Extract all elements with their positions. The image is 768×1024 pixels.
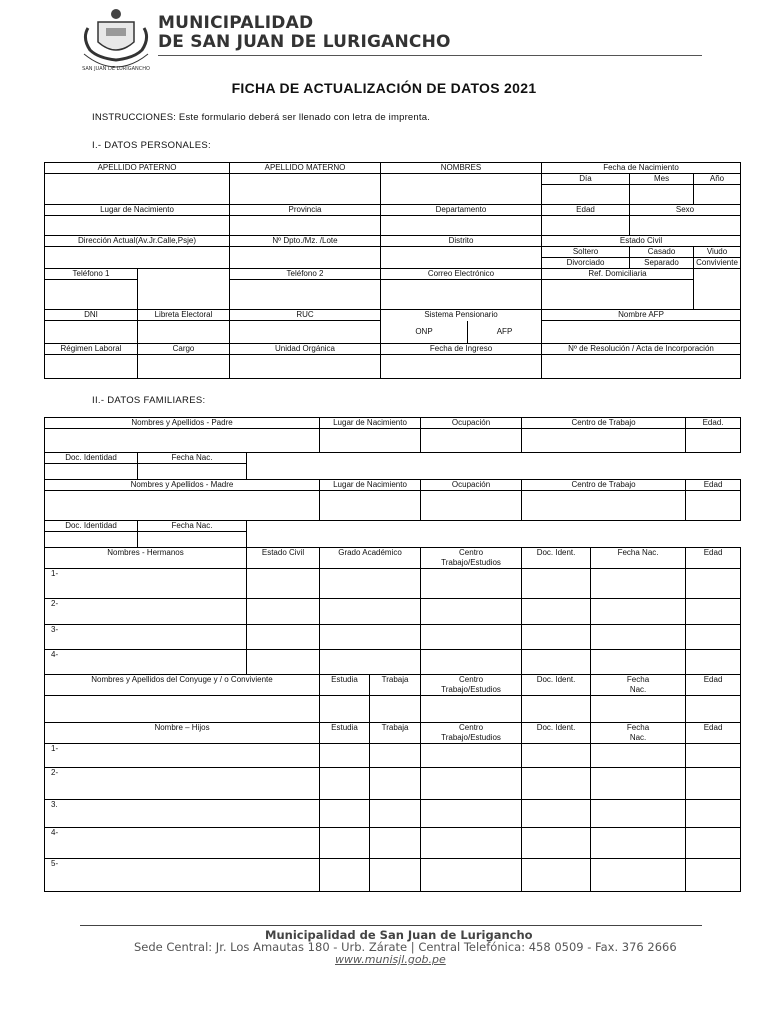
- madre-ocupacion-field[interactable]: [421, 491, 522, 521]
- dia-label: Día: [542, 174, 630, 185]
- lugar-nacimiento-label: Lugar de Nacimiento: [45, 205, 230, 216]
- footer-website-link[interactable]: www.munisjl.gob.pe: [335, 953, 446, 966]
- hermano-row[interactable]: [45, 569, 741, 599]
- telefono1-extra[interactable]: [138, 269, 230, 310]
- edad-label: Edad: [542, 205, 630, 216]
- hermano-cell[interactable]: [686, 650, 741, 675]
- hermano-cell[interactable]: [686, 569, 741, 599]
- section-2-heading: II.- DATOS FAMILIARES:: [92, 395, 206, 406]
- conyuge-edad-label: Edad: [686, 675, 741, 696]
- hermano-cell[interactable]: [421, 599, 522, 625]
- hijo-cell[interactable]: [591, 768, 686, 800]
- hijo-cell[interactable]: [591, 744, 686, 768]
- hijo-cell[interactable]: [320, 859, 370, 892]
- fecha-ingreso-field[interactable]: [381, 355, 542, 379]
- hermano-cell[interactable]: [686, 625, 741, 650]
- apellido-materno-field[interactable]: [230, 174, 381, 205]
- hijo-row[interactable]: [45, 828, 741, 859]
- provincia-field[interactable]: [230, 216, 381, 236]
- madre-edad-field[interactable]: [686, 491, 741, 521]
- conyuge-trabaja-field[interactable]: [370, 696, 421, 723]
- provincia-label: Provincia: [230, 205, 381, 216]
- unidad-field[interactable]: [230, 355, 381, 379]
- hijo-cell[interactable]: [686, 768, 741, 800]
- departamento-field[interactable]: [381, 216, 542, 236]
- apellido-materno-label: APELLIDO MATERNO: [230, 163, 381, 174]
- header-divider: [158, 55, 702, 56]
- padre-centro-field[interactable]: [522, 429, 686, 453]
- unidad-label: Unidad Orgánica: [230, 344, 381, 355]
- hermano-cell[interactable]: [522, 650, 591, 675]
- hermanos-estado-label: Estado Civil: [247, 548, 320, 569]
- hermano-cell[interactable]: [247, 625, 320, 650]
- cargo-field[interactable]: [138, 355, 230, 379]
- hijo-cell[interactable]: [686, 744, 741, 768]
- padre-doc-label: Doc. Identidad: [45, 453, 138, 464]
- apellido-paterno-label: APELLIDO PATERNO: [45, 163, 230, 174]
- conyuge-trabaja-label: Trabaja: [370, 675, 421, 696]
- nombres-label: NOMBRES: [381, 163, 542, 174]
- hermano-cell[interactable]: [591, 599, 686, 625]
- hermano-cell[interactable]: [421, 569, 522, 599]
- padre-edad-label: Edad.: [686, 418, 741, 429]
- hermanos-fecha-label: Fecha Nac.: [591, 548, 686, 569]
- nombre-afp-field[interactable]: [542, 321, 741, 344]
- conyuge-fecha-label: Fecha Nac.: [591, 675, 686, 696]
- divorciado-option[interactable]: Divorciado: [542, 258, 630, 269]
- conyuge-edad-field[interactable]: [686, 696, 741, 723]
- hijo-cell[interactable]: [686, 800, 741, 828]
- soltero-option[interactable]: Soltero: [542, 247, 630, 258]
- municipality-logo: [76, 8, 156, 76]
- hijo-cell[interactable]: [686, 859, 741, 892]
- footer-divider: [80, 925, 702, 926]
- telefono1-field[interactable]: [45, 280, 138, 310]
- hermanos-grado-label: Grado Académico: [320, 548, 421, 569]
- hijo-cell[interactable]: [421, 828, 522, 859]
- conyuge-nombre-field[interactable]: [45, 696, 320, 723]
- hermanos-edad-label: Edad: [686, 548, 741, 569]
- dpto-label: Nº Dpto./Mz. /Lote: [230, 236, 381, 247]
- hijos-label: Nombre – Hijos: [45, 723, 320, 744]
- conyuge-centro-field[interactable]: [421, 696, 522, 723]
- edad-field[interactable]: [542, 216, 630, 236]
- hijo-cell[interactable]: [591, 828, 686, 859]
- hijos-edad-label: Edad: [686, 723, 741, 744]
- dni-field[interactable]: [45, 321, 138, 344]
- anio-field[interactable]: [694, 185, 741, 205]
- hermano-cell[interactable]: [522, 625, 591, 650]
- direccion-field[interactable]: [45, 247, 230, 269]
- departamento-label: Departamento: [381, 205, 542, 216]
- onp-option[interactable]: [381, 321, 468, 344]
- hermanos-doc-label: Doc. Ident.: [522, 548, 591, 569]
- hijo-cell[interactable]: [421, 859, 522, 892]
- hermano-cell[interactable]: [320, 599, 421, 625]
- hijo-row[interactable]: [45, 768, 741, 800]
- hijo-nombre-field[interactable]: 4-: [45, 828, 320, 859]
- correo-field[interactable]: [381, 280, 542, 310]
- lugar-nacimiento-field[interactable]: [45, 216, 230, 236]
- hijo-cell[interactable]: [370, 828, 421, 859]
- viudo-option[interactable]: Viudo: [694, 247, 741, 258]
- madre-blank: [247, 521, 741, 548]
- padre-nombre-field[interactable]: [45, 429, 320, 453]
- madre-lugar-field[interactable]: [320, 491, 421, 521]
- fecha-ingreso-label: Fecha de Ingreso: [381, 344, 542, 355]
- padre-doc-field[interactable]: [45, 464, 138, 480]
- conyuge-fecha-field[interactable]: [591, 696, 686, 723]
- hermano-row[interactable]: [45, 650, 741, 675]
- conyuge-label: Nombres y Apellidos del Conyuge y / o Conviviente: [45, 675, 320, 696]
- org-line-1: MUNICIPALIDAD: [158, 13, 314, 33]
- hijo-cell[interactable]: [686, 828, 741, 859]
- dia-field[interactable]: [542, 185, 630, 205]
- hijos-centro-label: Centro Trabajo/Estudios: [421, 723, 522, 744]
- instructions-text: INSTRUCCIONES: Este formulario deberá ser llenado con letra de imprenta.: [92, 112, 431, 123]
- telefono2-label: Teléfono 2: [230, 269, 381, 280]
- hermano-cell[interactable]: [247, 569, 320, 599]
- conyuge-estudia-label: Estudia: [320, 675, 370, 696]
- madre-label: Nombres y Apellidos - Madre: [45, 480, 320, 491]
- padre-blank: [247, 453, 741, 480]
- telefono1-label: Teléfono 1: [45, 269, 138, 280]
- org-line-2: DE SAN JUAN DE LURIGANCHO: [158, 32, 451, 52]
- hermano-cell[interactable]: [421, 650, 522, 675]
- svg-text:SAN JUAN DE LURIGANCHO: SAN JUAN DE LURIGANCHO: [82, 66, 150, 72]
- hermano-nombre-field[interactable]: 2-: [45, 599, 247, 625]
- hermano-row[interactable]: [45, 625, 741, 650]
- conyuge-doc-field[interactable]: [522, 696, 591, 723]
- anio-label: Año: [694, 174, 741, 185]
- libreta-field[interactable]: [138, 321, 230, 344]
- nombre-afp-label: Nombre AFP: [542, 310, 741, 321]
- hijo-row[interactable]: [45, 859, 741, 892]
- hijo-cell[interactable]: [320, 828, 370, 859]
- padre-fecha-label: Fecha Nac.: [138, 453, 247, 464]
- hijo-cell[interactable]: [522, 800, 591, 828]
- hermano-cell[interactable]: [591, 650, 686, 675]
- sexo-label: Sexo: [630, 205, 741, 216]
- hermano-cell[interactable]: [522, 569, 591, 599]
- hermano-cell[interactable]: [247, 650, 320, 675]
- ref-domiciliaria-extra[interactable]: [694, 269, 741, 310]
- telefono2-field[interactable]: [230, 280, 381, 310]
- resolucion-field[interactable]: [542, 355, 741, 379]
- hijo-cell[interactable]: [370, 800, 421, 828]
- hijo-cell[interactable]: [421, 800, 522, 828]
- hijo-row[interactable]: [45, 800, 741, 828]
- madre-doc-field[interactable]: [45, 532, 138, 548]
- family-data-table: [44, 417, 741, 892]
- hermano-nombre-field[interactable]: 1-: [45, 569, 247, 599]
- hermano-cell[interactable]: [320, 650, 421, 675]
- hijos-doc-label: Doc. Ident.: [522, 723, 591, 744]
- casado-option[interactable]: Casado: [630, 247, 694, 258]
- correo-label: Correo Electrónico: [381, 269, 542, 280]
- dpto-field[interactable]: [230, 247, 381, 269]
- nombres-field[interactable]: [381, 174, 542, 205]
- hijo-cell[interactable]: [421, 768, 522, 800]
- hijo-cell[interactable]: [370, 744, 421, 768]
- madre-nombre-field[interactable]: [45, 491, 320, 521]
- conyuge-centro-label: Centro Trabajo/Estudios: [421, 675, 522, 696]
- hijo-nombre-field[interactable]: 5-: [45, 859, 320, 892]
- mes-field[interactable]: [630, 185, 694, 205]
- hermano-cell[interactable]: [686, 599, 741, 625]
- hijo-cell[interactable]: [320, 744, 370, 768]
- hermano-cell[interactable]: [320, 625, 421, 650]
- form-title: FICHA DE ACTUALIZACIÓN DE DATOS 2021: [231, 80, 537, 96]
- organization-name: [158, 14, 451, 52]
- hijos-fecha-label: Fecha Nac.: [591, 723, 686, 744]
- hijo-cell[interactable]: [370, 768, 421, 800]
- ref-domiciliaria-label: Ref. Domiciliaria: [542, 269, 694, 280]
- hijo-row[interactable]: [45, 744, 741, 768]
- cargo-label: Cargo: [138, 344, 230, 355]
- madre-fecha-label: Fecha Nac.: [138, 521, 247, 532]
- footer-org-name: Municipalidad de San Juan de Lurigancho: [265, 928, 533, 942]
- hijo-cell[interactable]: [421, 744, 522, 768]
- padre-ocupacion-label: Ocupación: [421, 418, 522, 429]
- hermano-cell[interactable]: [591, 569, 686, 599]
- section-1-heading: I.- DATOS PERSONALES:: [92, 140, 211, 151]
- hermano-cell[interactable]: [591, 625, 686, 650]
- distrito-field[interactable]: [381, 247, 542, 269]
- hermano-cell[interactable]: [522, 599, 591, 625]
- hijo-cell[interactable]: [591, 859, 686, 892]
- regimen-label: Régimen Laboral: [45, 344, 138, 355]
- onp-label: ONP: [415, 326, 433, 336]
- hijo-nombre-field[interactable]: 1-: [45, 744, 320, 768]
- padre-lugar-label: Lugar de Nacimiento: [320, 418, 421, 429]
- hermano-cell[interactable]: [320, 569, 421, 599]
- hijo-cell[interactable]: [522, 768, 591, 800]
- estado-civil-label: Estado Civil: [542, 236, 741, 247]
- padre-centro-label: Centro de Trabajo: [522, 418, 686, 429]
- hijo-cell[interactable]: [320, 768, 370, 800]
- madre-centro-label: Centro de Trabajo: [522, 480, 686, 491]
- ruc-field[interactable]: [230, 321, 381, 344]
- afp-option[interactable]: [468, 321, 542, 344]
- hijo-cell[interactable]: [522, 828, 591, 859]
- fecha-nacimiento-label: Fecha de Nacimiento: [542, 163, 741, 174]
- hijo-nombre-field[interactable]: 3.: [45, 800, 320, 828]
- hermano-cell[interactable]: [247, 599, 320, 625]
- padre-edad-field[interactable]: [686, 429, 741, 453]
- afp-label: AFP: [496, 326, 513, 336]
- madre-fecha-field[interactable]: [138, 532, 247, 548]
- hermano-nombre-field[interactable]: 4-: [45, 650, 247, 675]
- hermano-cell[interactable]: [421, 625, 522, 650]
- mes-label: Mes: [630, 174, 694, 185]
- conyuge-estudia-field[interactable]: [320, 696, 370, 723]
- madre-lugar-label: Lugar de Nacimiento: [320, 480, 421, 491]
- madre-centro-field[interactable]: [522, 491, 686, 521]
- conyuge-row[interactable]: [45, 696, 741, 723]
- apellido-paterno-field[interactable]: [45, 174, 230, 205]
- hijo-cell[interactable]: [370, 859, 421, 892]
- madre-edad-label: Edad: [686, 480, 741, 491]
- padre-fecha-field[interactable]: [138, 464, 247, 480]
- hijo-cell[interactable]: [591, 800, 686, 828]
- dni-label: DNI: [45, 310, 138, 321]
- direccion-label: Dirección Actual(Av.Jr.Calle,Psje): [45, 236, 230, 247]
- resolucion-label: Nº de Resolución / Acta de Incorporación: [542, 344, 741, 355]
- madre-ocupacion-label: Ocupación: [421, 480, 522, 491]
- padre-label: Nombres y Apellidos - Padre: [45, 418, 320, 429]
- hermano-nombre-field[interactable]: 3-: [45, 625, 247, 650]
- hijo-cell[interactable]: [522, 744, 591, 768]
- separado-option[interactable]: Separado: [630, 258, 694, 269]
- hijo-cell[interactable]: [522, 859, 591, 892]
- hermano-row[interactable]: [45, 599, 741, 625]
- padre-lugar-field[interactable]: [320, 429, 421, 453]
- sistema-pensionario-label: Sistema Pensionario: [381, 310, 542, 321]
- padre-ocupacion-field[interactable]: [421, 429, 522, 453]
- madre-doc-label: Doc. Identidad: [45, 521, 138, 532]
- hijos-estudia-label: Estudia: [320, 723, 370, 744]
- regimen-field[interactable]: [45, 355, 138, 379]
- hijo-nombre-field[interactable]: 2-: [45, 768, 320, 800]
- hermanos-label: Nombres - Hermanos: [45, 548, 247, 569]
- hijos-trabaja-label: Trabaja: [370, 723, 421, 744]
- hermanos-centro-label: Centro Trabajo/Estudios: [421, 548, 522, 569]
- ruc-label: RUC: [230, 310, 381, 321]
- footer-address: Sede Central: Jr. Los Amautas 180 - Urb. Zárate | Central Telefónica: 458 0509 - Fax. 376 2666: [134, 940, 677, 954]
- personal-data-table: [44, 162, 741, 379]
- libreta-label: Libreta Electoral: [138, 310, 230, 321]
- hijo-cell[interactable]: [320, 800, 370, 828]
- conyuge-doc-label: Doc. Ident.: [522, 675, 591, 696]
- ref-domiciliaria-field[interactable]: [542, 280, 694, 310]
- conviviente-option[interactable]: Conviviente: [694, 258, 741, 269]
- sexo-field[interactable]: [630, 216, 741, 236]
- distrito-label: Distrito: [381, 236, 542, 247]
